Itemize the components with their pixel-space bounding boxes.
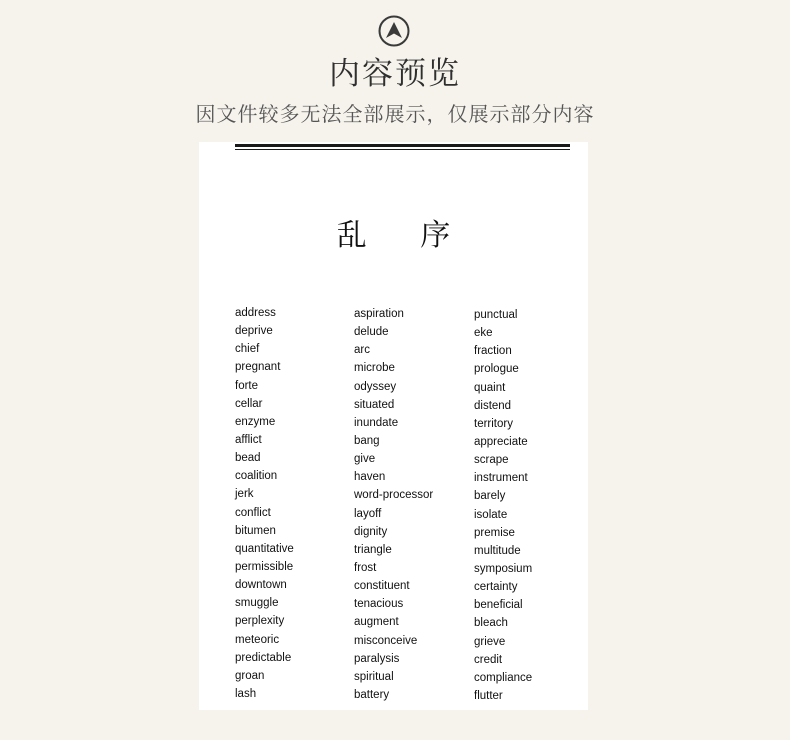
word-item: pregnant xyxy=(235,361,281,374)
word-item: quaint xyxy=(474,381,506,394)
document-heading: 乱 序 xyxy=(336,218,451,253)
word-item: word-processor xyxy=(354,489,434,502)
word-item: enzyme xyxy=(235,415,276,428)
word-item: multitude xyxy=(474,544,521,557)
word-item: instrument xyxy=(474,472,528,485)
page-subtitle: 因文件较多无法全部展示，仅展示部分内容 xyxy=(195,102,595,126)
word-item: arc xyxy=(354,344,370,357)
word-item: certainty xyxy=(474,581,518,594)
word-item: odyssey xyxy=(354,380,397,393)
word-item: bitumen xyxy=(235,524,276,537)
word-item: tenacious xyxy=(354,598,404,611)
word-item: credit xyxy=(474,653,503,666)
word-item: bang xyxy=(354,434,380,447)
word-item: appreciate xyxy=(474,435,528,448)
word-item: jerk xyxy=(235,488,254,501)
word-item: haven xyxy=(354,471,386,484)
word-item: smuggle xyxy=(235,597,279,610)
word-item: prologue xyxy=(474,363,519,376)
word-item: grieve xyxy=(474,635,506,648)
word-item: cellar xyxy=(235,397,263,410)
word-item: give xyxy=(354,453,376,466)
page-title: 内容预览 xyxy=(329,56,461,92)
circle-up-arrow-icon xyxy=(378,15,410,47)
word-item: layoff xyxy=(354,507,382,520)
word-item: aspiration xyxy=(354,308,404,320)
word-column-2 xyxy=(354,305,474,704)
word-item: permissible xyxy=(235,560,294,573)
word-item: premise xyxy=(474,526,515,539)
word-item: address xyxy=(235,307,276,319)
word-item: scrape xyxy=(474,454,509,467)
word-column-3 xyxy=(474,306,594,705)
word-item: afflict xyxy=(235,433,262,446)
word-item: symposium xyxy=(474,562,533,575)
word-item: augment xyxy=(354,616,399,629)
word-item: compliance xyxy=(474,671,533,684)
word-item: distend xyxy=(474,399,512,412)
word-item: misconceive xyxy=(354,634,418,647)
word-item: isolate xyxy=(474,508,508,521)
word-item: constituent xyxy=(354,580,410,593)
word-item: downtown xyxy=(235,579,287,592)
word-item: lash xyxy=(235,687,257,700)
word-item: dignity xyxy=(354,525,388,538)
word-item: microbe xyxy=(354,362,395,375)
word-item: groan xyxy=(235,669,265,682)
word-item: coalition xyxy=(235,470,278,483)
word-item: territory xyxy=(474,417,513,430)
top-rule-thin xyxy=(235,149,570,150)
word-item: bead xyxy=(235,452,261,465)
word-column-1 xyxy=(235,304,355,703)
word-item: punctual xyxy=(474,309,518,321)
word-item: bleach xyxy=(474,617,508,630)
word-item: deprive xyxy=(235,325,273,338)
word-item: delude xyxy=(354,326,389,339)
word-item: quantitative xyxy=(235,542,294,555)
word-item: paralysis xyxy=(354,652,400,665)
word-item: situated xyxy=(354,398,395,411)
word-item: predictable xyxy=(235,651,292,664)
word-item: flutter xyxy=(474,689,503,702)
word-item: forte xyxy=(235,379,259,392)
word-item: frost xyxy=(354,561,377,574)
word-item: perplexity xyxy=(235,615,285,628)
word-item: eke xyxy=(474,327,493,340)
word-item: chief xyxy=(235,343,260,356)
word-item: battery xyxy=(354,688,390,701)
document-preview xyxy=(199,142,588,710)
word-item: spiritual xyxy=(354,670,394,683)
word-item: conflict xyxy=(235,506,271,519)
word-item: beneficial xyxy=(474,599,523,612)
top-rule-thick xyxy=(235,144,570,147)
word-item: inundate xyxy=(354,416,399,429)
word-item: barely xyxy=(474,490,506,503)
word-item: triangle xyxy=(354,543,392,556)
word-item: meteoric xyxy=(235,633,280,646)
word-item: fraction xyxy=(474,345,512,358)
